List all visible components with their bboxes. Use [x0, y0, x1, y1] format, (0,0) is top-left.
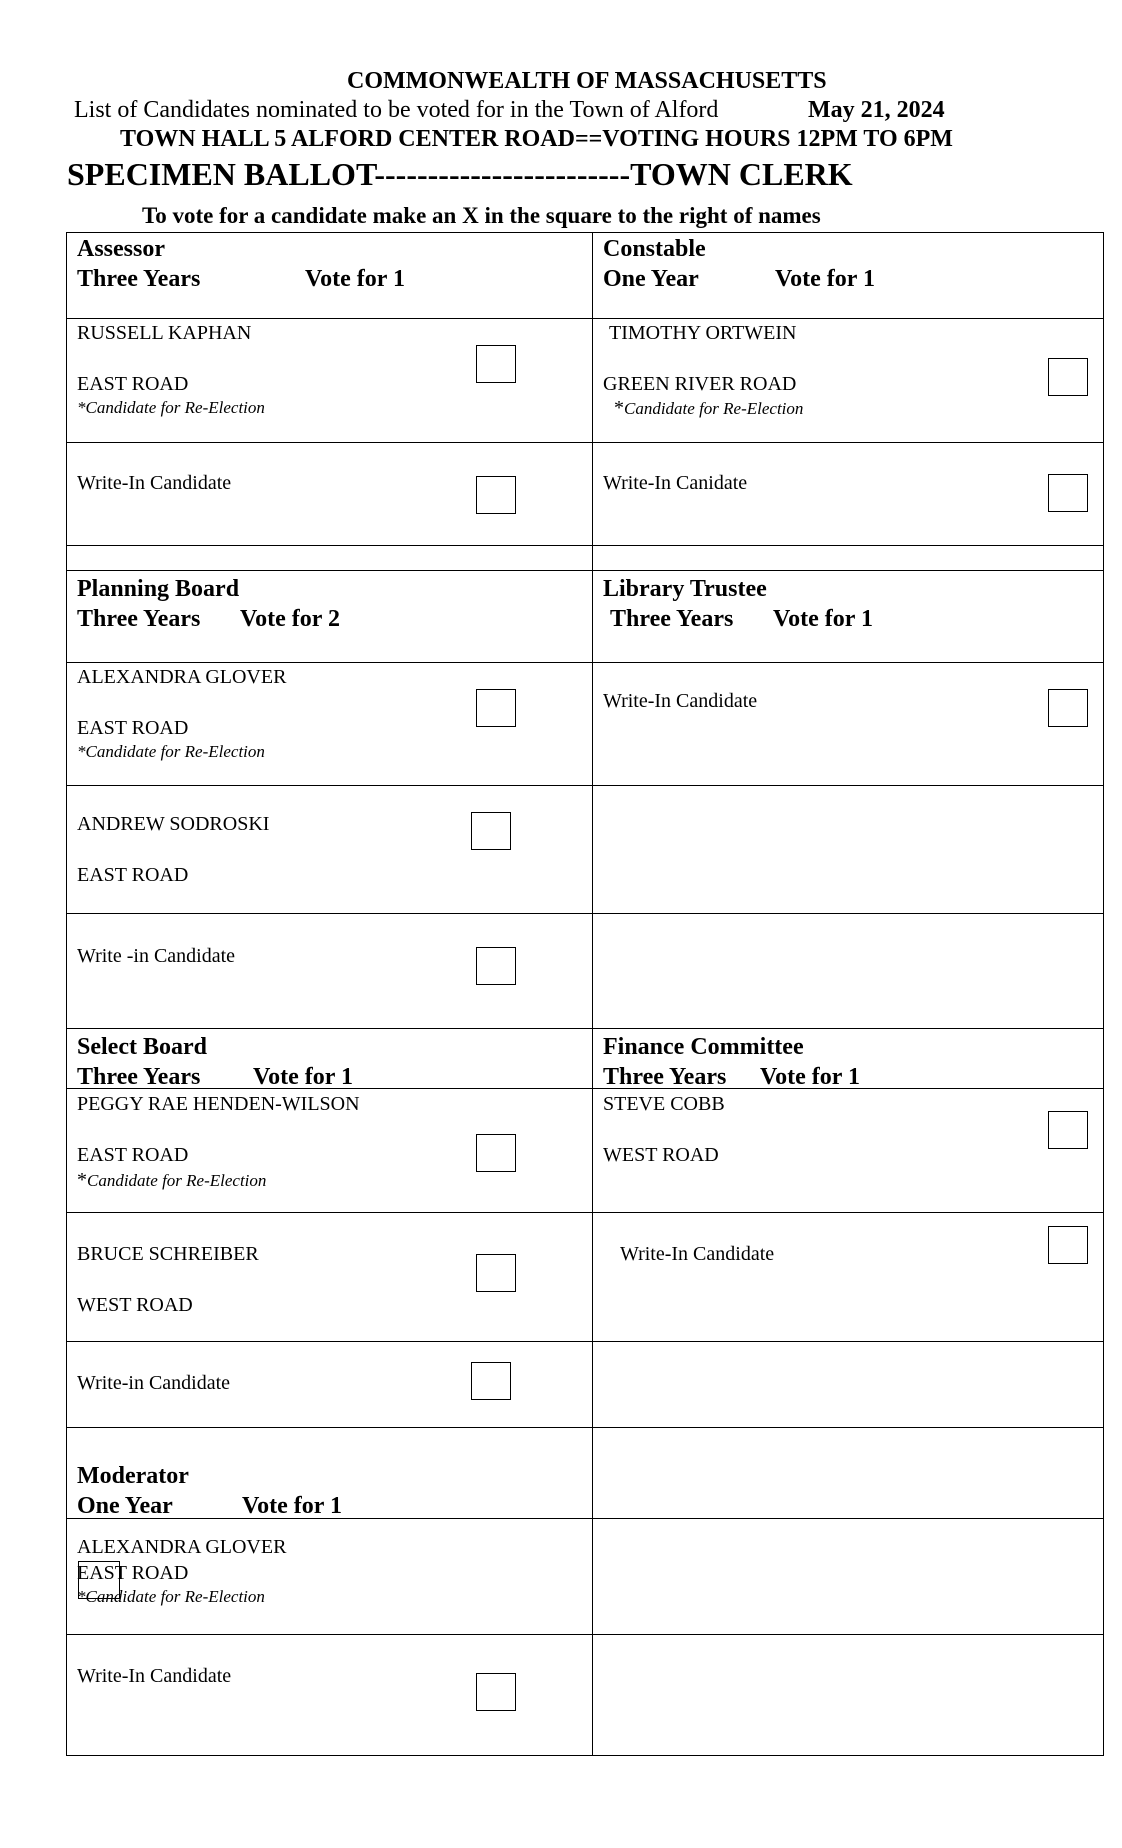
constable-title: Constable [603, 236, 706, 262]
header-list-text: List of Candidates nominated to be voted for in the Town of Alford [74, 97, 719, 123]
candidate-name: ALEXANDRA GLOVER [77, 666, 287, 688]
vote-checkbox[interactable] [476, 1134, 516, 1172]
header-town-hall: TOWN HALL 5 ALFORD CENTER ROAD==VOTING HOURS 12PM TO 6PM [120, 126, 953, 152]
assessor-title: Assessor [77, 236, 165, 262]
vote-checkbox[interactable] [476, 689, 516, 727]
candidate-name: RUSSELL KAPHAN [77, 322, 252, 344]
write-in-label: Write-In Candidate [77, 472, 232, 494]
row-line [66, 318, 1104, 319]
candidate-name: BRUCE SCHREIBER [77, 1243, 259, 1265]
row-line [66, 545, 1104, 546]
library-vote: Vote for 1 [773, 606, 873, 632]
vote-checkbox[interactable] [1048, 358, 1088, 396]
reelection-note [77, 1169, 266, 1192]
candidate-address: GREEN RIVER ROAD [603, 373, 797, 395]
constable-term: One Year [603, 266, 699, 292]
reelection-text: Candidate for Re-Election [624, 399, 804, 418]
row-line [66, 1341, 1104, 1342]
header-instruction: To vote for a candidate make an X in the square to the right of names [142, 203, 821, 228]
finance-term: Three Years [603, 1064, 727, 1090]
write-in-checkbox[interactable] [1048, 689, 1088, 727]
select-vote: Vote for 1 [253, 1064, 353, 1090]
select-term: Three Years [77, 1064, 201, 1090]
header-date: May 21, 2024 [808, 97, 945, 123]
write-in-label: Write-In Canidate [603, 472, 748, 494]
write-in-checkbox[interactable] [476, 1673, 516, 1711]
reelection-star: * [77, 1169, 87, 1191]
planning-title: Planning Board [77, 576, 240, 602]
candidate-address: WEST ROAD [603, 1144, 719, 1166]
candidate-name: ANDREW SODROSKI [77, 813, 270, 835]
reelection-note [614, 397, 803, 420]
column-divider [592, 232, 593, 1756]
planning-term: Three Years [77, 606, 201, 632]
write-in-checkbox[interactable] [476, 947, 516, 985]
row-line [66, 1028, 1104, 1029]
reelection-note: *Candidate for Re-Election [77, 398, 265, 417]
library-term: Three Years [610, 606, 734, 632]
write-in-checkbox[interactable] [1048, 1226, 1088, 1264]
row-line [66, 442, 1104, 443]
planning-vote: Vote for 2 [240, 606, 340, 632]
moderator-term: One Year [77, 1493, 173, 1519]
candidate-address: EAST ROAD [77, 1144, 189, 1166]
candidate-name: PEGGY RAE HENDEN-WILSON [77, 1093, 360, 1115]
write-in-label: Write-In Candidate [77, 1665, 232, 1687]
assessor-vote: Vote for 1 [305, 266, 405, 292]
vote-checkbox[interactable] [476, 1254, 516, 1292]
header-specimen-ballot: SPECIMEN BALLOT------------------------TOWN CLERK [67, 156, 853, 192]
constable-vote: Vote for 1 [775, 266, 875, 292]
select-title: Select Board [77, 1034, 207, 1060]
moderator-title: Moderator [77, 1463, 189, 1489]
row-line [66, 913, 1104, 914]
row-line [66, 1518, 1104, 1519]
ballot-table [66, 232, 1104, 1756]
reelection-note: *Candidate for Re-Election [77, 1587, 265, 1606]
vote-checkbox[interactable] [471, 812, 511, 850]
write-in-label: Write-in Candidate [77, 1372, 231, 1394]
row-line [66, 1088, 1104, 1089]
reelection-star: * [614, 397, 624, 419]
candidate-address: EAST ROAD [77, 1562, 189, 1584]
vote-checkbox[interactable] [476, 345, 516, 383]
candidate-name: TIMOTHY ORTWEIN [609, 322, 797, 344]
candidate-address: WEST ROAD [77, 1294, 193, 1316]
row-line [66, 785, 1104, 786]
row-line [66, 1427, 1104, 1428]
row-line [66, 1212, 1104, 1213]
write-in-label: Write-In Candidate [620, 1243, 775, 1265]
moderator-vote: Vote for 1 [242, 1493, 342, 1519]
assessor-term: Three Years [77, 266, 201, 292]
vote-checkbox[interactable] [1048, 1111, 1088, 1149]
write-in-checkbox[interactable] [1048, 474, 1088, 512]
write-in-label: Write-In Candidate [603, 690, 758, 712]
write-in-checkbox[interactable] [476, 476, 516, 514]
row-line [66, 662, 1104, 663]
write-in-label: Write -in Candidate [77, 945, 236, 967]
finance-vote: Vote for 1 [760, 1064, 860, 1090]
vote-checkbox[interactable] [78, 1561, 120, 1599]
library-title: Library Trustee [603, 576, 767, 602]
finance-title: Finance Committee [603, 1034, 804, 1060]
candidate-address: EAST ROAD [77, 717, 189, 739]
header-commonwealth: COMMONWEALTH OF MASSACHUSETTS [347, 68, 827, 94]
candidate-address: EAST ROAD [77, 373, 189, 395]
row-line [66, 1634, 1104, 1635]
row-line [66, 570, 1104, 571]
candidate-address: EAST ROAD [77, 864, 189, 886]
reelection-note: *Candidate for Re-Election [77, 742, 265, 761]
candidate-name: ALEXANDRA GLOVER [77, 1536, 287, 1558]
reelection-text: Candidate for Re-Election [87, 1171, 267, 1190]
candidate-name: STEVE COBB [603, 1093, 725, 1115]
write-in-checkbox[interactable] [471, 1362, 511, 1400]
